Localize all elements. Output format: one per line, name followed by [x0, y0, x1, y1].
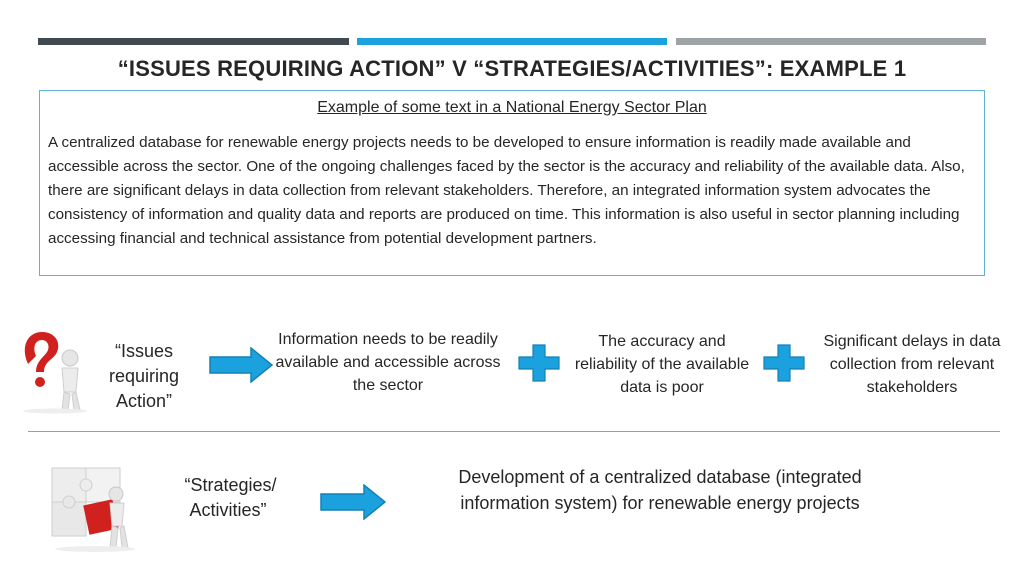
- issue-item-3: Significant delays in data collection from relevant stakeholders: [823, 333, 1001, 396]
- issues-label: [92, 339, 196, 414]
- slide-title: “ISSUES REQUIRING ACTION” V “STRATEGIES/ACTIVITIES”: EXAMPLE 1: [117, 56, 907, 81]
- header-bar-dark: [38, 38, 349, 45]
- right-arrow-icon: [320, 484, 386, 525]
- puzzle-person-icon: [40, 454, 140, 554]
- strategies-label: [162, 473, 294, 523]
- right-arrow-icon: [209, 347, 273, 388]
- issue-item-2: The accuracy and reliability of the available data is poor: [574, 333, 750, 396]
- issues-label-line3: Action”: [115, 391, 173, 411]
- section-divider: [28, 431, 1000, 432]
- plus-icon: [518, 344, 560, 387]
- issues-label-line2: requiring: [108, 366, 180, 386]
- excerpt-body: A centralized database for renewable energy projects needs to be developed to ensure information is readily made available and accessible across the sector. One of the ongoing challenges faced by the sector is the accuracy and reliability of the available data. Also, there are significant delays in data collection from relevant stakeholders. Therefore, an integrated information system advocates the consistency of information and quality data and reports are produced on time. This information is also useful in sector planning including accessing financial and technical assistance from potential development partners.: [48, 134, 965, 247]
- issue-item-1: Information needs to be readily available and accessible across the sector: [275, 331, 501, 394]
- header-bar-grey: [676, 38, 986, 45]
- plus-icon: [763, 344, 805, 387]
- header-bar-blue: [357, 38, 667, 45]
- issues-label-line1: “Issues: [114, 341, 174, 361]
- question-mark-person-icon: [10, 326, 90, 414]
- excerpt-heading: Example of some text in a National Energy Sector Plan: [317, 99, 707, 116]
- strategies-label-line1: “Strategies/: [179, 475, 277, 495]
- strategy-result: Development of a centralized database (integrated information system) for renewable energy projects: [458, 467, 862, 513]
- strategies-label-line2: Activities”: [189, 500, 267, 520]
- excerpt-box: [39, 90, 985, 276]
